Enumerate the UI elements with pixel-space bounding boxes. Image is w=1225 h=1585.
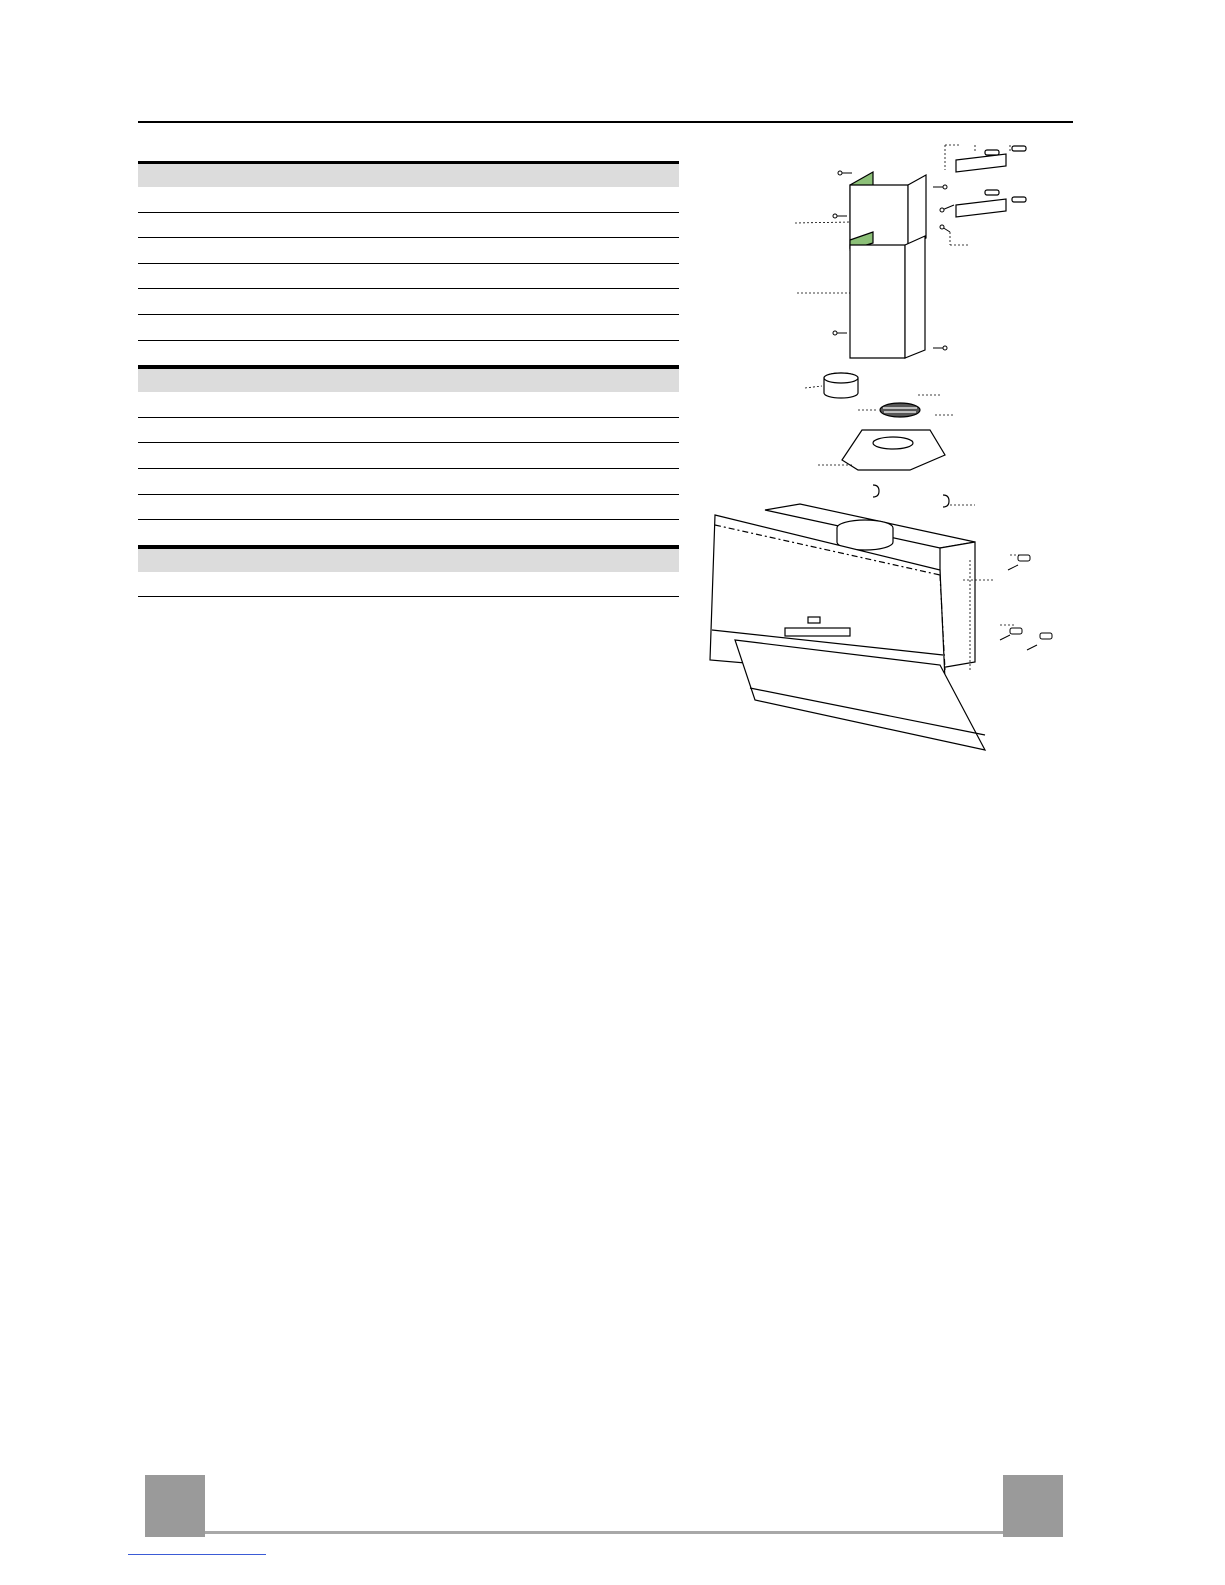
side-fixings — [1000, 555, 1052, 650]
table-row — [138, 238, 679, 264]
hood-body — [710, 504, 985, 750]
section-header-1 — [138, 161, 679, 187]
table-row — [138, 469, 679, 495]
table-row — [138, 315, 679, 341]
table-row — [138, 520, 679, 546]
mounting-plate — [842, 430, 945, 470]
table-row — [138, 418, 679, 444]
footer-link-underline[interactable] — [128, 1554, 266, 1555]
footer-tab-right — [1003, 1475, 1063, 1537]
wall-brackets — [956, 146, 1026, 217]
section-header-3 — [138, 546, 679, 572]
table-row — [138, 264, 679, 290]
table-row — [138, 495, 679, 521]
lower-chimney — [850, 232, 925, 358]
table-row — [138, 572, 679, 598]
table-row — [138, 213, 679, 239]
parts-table — [138, 161, 679, 597]
section-header-2 — [138, 366, 679, 392]
exploded-diagram — [690, 130, 1090, 760]
footer-rule — [205, 1531, 1003, 1534]
hook-right — [943, 495, 949, 507]
top-rule — [138, 121, 1073, 123]
table-row — [138, 341, 679, 367]
table-row — [138, 187, 679, 213]
grille — [880, 403, 920, 417]
spigot — [824, 373, 858, 398]
footer-tab-left — [145, 1475, 205, 1537]
table-row — [138, 392, 679, 418]
table-row — [138, 289, 679, 315]
table-row — [138, 443, 679, 469]
hook-left — [873, 485, 879, 497]
